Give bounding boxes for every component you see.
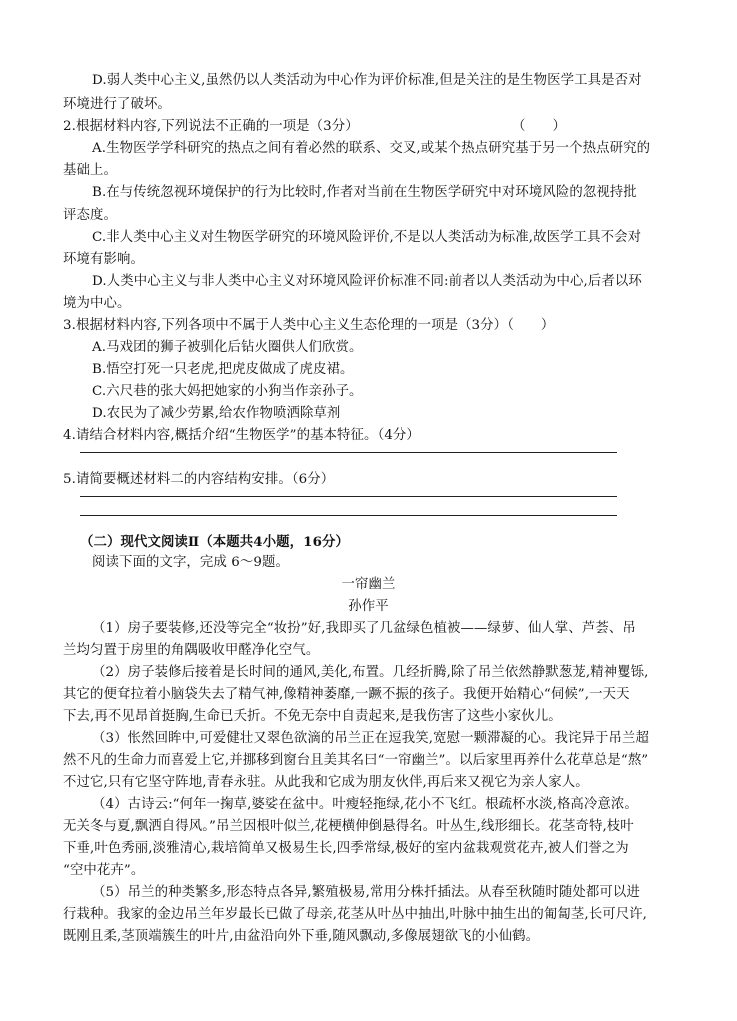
q2-option-b-line2: 评态度。: [63, 208, 117, 223]
q3-stem: 3.根据材料内容,下列各项中不属于人类中心主义生态伦理的一项是（3分）（ ）: [63, 318, 555, 333]
essay-p4-line2: 无关冬与夏,飘洒自得风。”吊兰因根叶似兰,花梗横伸倒悬得名。叶丛生,线形细长。花茎奇特,枝叶: [63, 819, 634, 834]
essay-p2-line1: （2）房子装修后接着是长时间的通风,美化,布置。几经折腾,除了吊兰依然静默葱茏,精神矍铄,: [92, 665, 649, 680]
q5-stem: 5.请简要概述材料二的内容结构安排。（6分）: [63, 472, 335, 487]
q2-option-a-line2: 基础上。: [63, 163, 117, 178]
q3-option-a: A.马戏团的狮子被驯化后钻火圈供人们欣赏。: [92, 340, 363, 355]
essay-p4-line1: （4）古诗云:“何年一掬草,婆娑在盆中。叶瘦轻拖绿,花小不飞红。根疏杯水淡,格高冷意浓。: [92, 797, 638, 812]
q3-option-b: B.悟空打死一只老虎,把虎皮做成了虎皮裙。: [92, 362, 354, 377]
q2-option-d-line2: 境为中心。: [63, 296, 131, 311]
section2-heading: （二）现代文阅读Ⅱ（本题共4小题，16分）: [80, 534, 349, 550]
q2-option-d-line1: D.人类中心主义与非人类中心主义对环境风险评价标准不同:前者以人类活动为中心,后者以环: [92, 274, 642, 289]
essay-p5-line2: 行栽种。我家的金边吊兰年岁最长已做了母亲,花茎从叶丛中抽出,叶脉中抽生出的匍匐茎,长可尺许,: [63, 907, 648, 922]
essay-p3-line2: 然不凡的生命力而喜爱上它,并挪移到窗台且美其名曰“一帘幽兰”。以后家里再养什么花草总是“熬”: [63, 753, 649, 768]
q5-answer-line-1: [80, 496, 617, 497]
q1-option-d-line2: 环境进行了破坏。: [63, 97, 171, 112]
q1-option-d-line1: D.弱人类中心主义,虽然仍以人类活动为中心作为评价标准,但是关注的是生物医学工具是否对: [92, 73, 642, 88]
q2-option-c-line2: 环境有影响。: [63, 252, 144, 267]
q2-option-b-line1: B.在与传统忽视环境保护的行为比较时,作者对当前在生物医学研究中对环境风险的忽视持批: [92, 185, 637, 200]
essay-p2-line2: 其它的便耷拉着小脑袋失去了精气神,像精神萎靡,一蹶不振的孩子。我便开始精心“伺候”,一天天: [63, 687, 630, 702]
essay-p4-line3: 下垂,叶色秀丽,淡雅清心,栽培简单又极易生长,四季常绿,极好的室内盆栽观赏花卉,被人们誉之为: [63, 841, 629, 856]
essay-p2-line3: 下去,再不见昂首挺胸,生命已夭折。不免无奈中自责起来,是我伤害了这些小家伙儿。: [63, 709, 562, 724]
essay-p1-line1: （1）房子要装修,还没等完全“妆扮”好,我即买了几盆绿色植被——绿萝、仙人掌、芦荟、吊: [92, 621, 636, 636]
essay-p4-line4: “空中花卉”。: [63, 863, 145, 878]
section2-instruction: 阅读下面的文字，完成 6～9题。: [92, 555, 289, 570]
essay-p5-line1: （5）吊兰的种类繁多,形态特点各异,繁殖极易,常用分株扦插法。从春至秋随时随处都可以进: [92, 885, 640, 900]
q4-answer-line: [80, 452, 617, 453]
essay-p5-line3: 既刚且柔,茎顶端簇生的叶片,由盆沿向外下垂,随风飘动,多像展翅欲飞的小仙鹤。: [63, 929, 540, 944]
q3-option-d: D.农民为了减少劳累,给农作物喷洒除草剂: [92, 406, 341, 421]
q2-option-c-line1: C.非人类中心主义对生物医学研究的环境风险评价,不是以人类活动为标准,故医学工具不会对: [92, 230, 642, 245]
q2-answer-bracket: （ ）: [512, 119, 566, 134]
essay-author: 孙作平: [348, 599, 389, 614]
q4-stem: 4.请结合材料内容,概括介绍“生物医学”的基本特征。（4分）: [63, 428, 420, 443]
essay-p1-line2: 兰均匀置于房里的角隅吸收甲醛净化空气。: [63, 643, 320, 658]
essay-p3-line1: （3）怅然回眸中,可爱健壮又翠色欲滴的吊兰正在逗我笑,宽慰一颗滞凝的心。我诧异于吊兰超: [92, 731, 649, 746]
q2-stem: 2.根据材料内容,下列说法不正确的一项是（3分）: [63, 119, 359, 134]
q5-answer-line-2: [80, 515, 617, 516]
essay-title: 一帘幽兰: [341, 577, 396, 592]
q2-option-a-line1: A.生物医学学科研究的热点之间有着必然的联系、交叉,或某个热点研究基于另一个热点研究的: [92, 141, 651, 156]
q3-option-c: C.六尺巷的张大妈把她家的小狗当作亲孙子。: [92, 384, 363, 399]
essay-p3-line3: 不过它,只有它坚守阵地,青春永驻。从此我和它成为朋友伙伴,再后来又视它为亲人家人。: [63, 775, 589, 790]
